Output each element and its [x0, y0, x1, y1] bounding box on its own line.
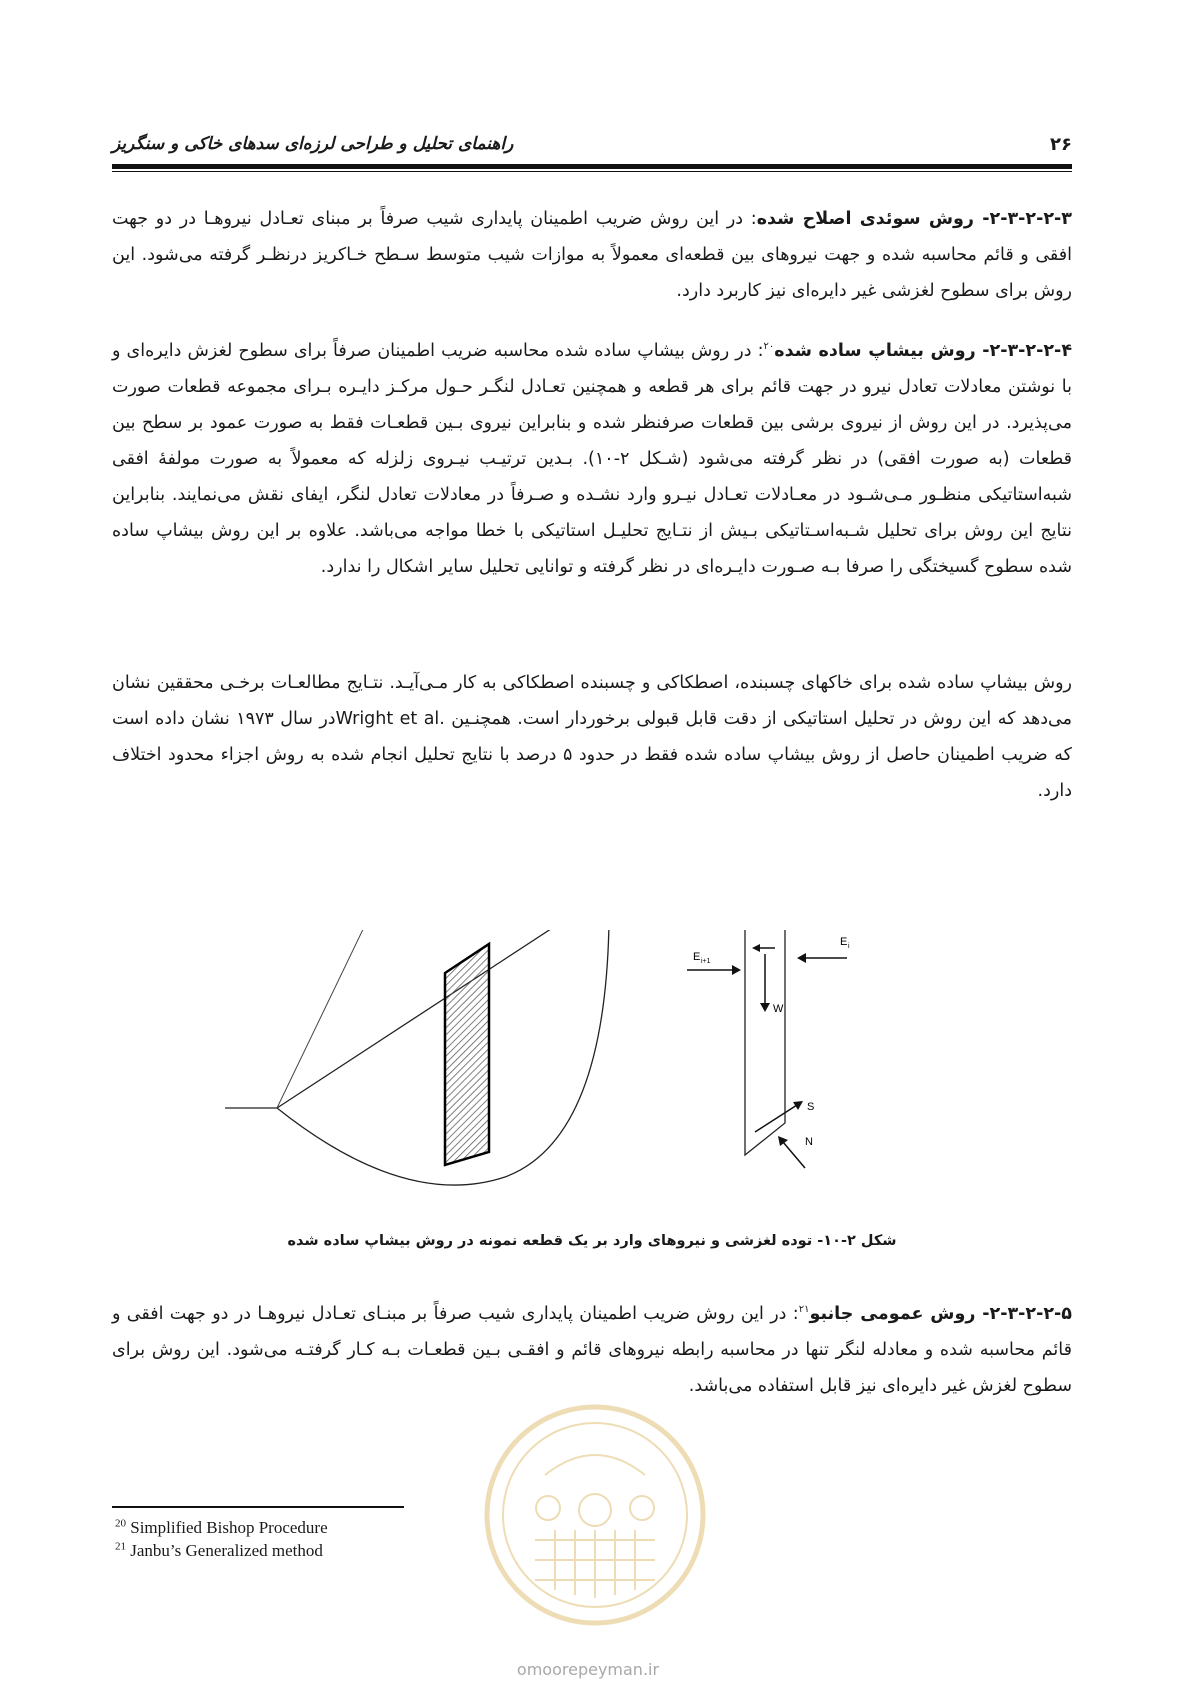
paragraph-simplified-bishop	[112, 333, 1072, 585]
force-w-head	[760, 1003, 770, 1012]
figure-sliding-mass	[225, 930, 995, 1215]
section-heading: ۲-۳-۲-۲-۵- روش عمومی جانبو	[809, 1304, 1072, 1324]
watermark-text: omoorepeyman.ir	[516, 1660, 660, 1679]
section-heading: ۲-۳-۲-۲-۴- روش بیشاپ ساده شده	[774, 341, 1073, 361]
paragraph-text: روش بیشاپ ساده شده برای خاکهای چسبنده، اصطکاکی و چسبنده اصطکاکی به کار مـی‌آیـد. نتـایج مطالعـات برخـی محققین نشان می‌دهد که این روش در تحلیل استاتیکی از دقت قابل قبولی برخوردار است. همچنـین	[112, 673, 1072, 729]
label-w: W	[773, 1003, 784, 1015]
footnote-ref: ۲۰	[763, 341, 775, 353]
section-heading: ۲-۳-۲-۲-۳- روش سوئدی اصلاح شده	[756, 209, 1072, 229]
running-title: راهنمای تحلیل و طراحی لرزه‌ای سدهای خاکی و سنگریز	[112, 134, 514, 154]
slip-circle-arc	[277, 930, 609, 1185]
page-header	[112, 124, 1072, 164]
footnote-20: $^{20}$ Simplified Bishop Procedure	[115, 1517, 328, 1537]
page-number: ۲۶	[1050, 134, 1072, 155]
footnotes	[115, 1516, 328, 1562]
force-e-i1-head	[732, 965, 741, 975]
label-e-i1: E	[693, 951, 701, 963]
paragraph-text: : در این روش ضریب اطمینان پایداری شیب صرفاً بر مبنای تعـادل نیروهـا در دو جهت افقی و قائم محاسبه شده و جهت نیروهای بین قطعه‌ای معمولاً به موازات شیب متوسط سـطح خـاکریز درنظـر گرفته می‌شود. این روش برای سطوح لغزشی غیر دایره‌ای نیز کاربرد دارد.	[112, 209, 1072, 301]
radius-left	[277, 930, 393, 1108]
footnote-rule	[112, 1506, 404, 1508]
label-e-i-sub: i	[848, 943, 850, 950]
footnote-ref: ۲۱	[798, 1304, 810, 1316]
paragraph-janbu	[112, 1296, 1072, 1404]
paragraph-text: : در روش بیشاپ ساده شده محاسبه ضریب اطمینان صرفاً برای سطوح لغزش دایره‌ای و با نوشتن معادلات تعادل نیرو در جهت قائم برای هر قطعه و همچنین تعـادل لنگـر حـول مرکـز دایـره بـرای مجموعه قطعات صورت می‌پذیرد. در این روش از نیروی برشی بین قطعات صرفنظر شده و بنابراین نیروی بـین قطعـات فقط به صورت عمود بر سطح بین قطعات (به صورت افقی) در نظر گرفته می‌شود (شـکل ۲-۱۰). بـدین ترتیـب نیـروی زلزله که معمولاً به صورت مولفهٔ افقی شبه‌استاتیکی منظـور مـی‌شـود در معـادلات تعـادل نیـرو وارد نشـده و صـرفاً در معادلات تعادل لنگر، ایفای نقش می‌نمایند. بنابراین نتایج این روش برای تحلیل شـبه‌اسـتاتیکی بـیش از نتـایج تحلیـل استاتیکی با خطا مواجه می‌باشد. علاوه بر این روش بیشاپ ساده شده سطوح گسیختگی را صرفا بـه صـورت دایـره‌ای در نظر گرفته و توانایی تحلیل سایر اشکال را ندارد.	[112, 341, 1072, 577]
label-e-i: E	[840, 936, 848, 948]
watermark-seal-icon	[480, 1400, 710, 1630]
paragraph-text: : در این روش ضریب اطمینان پایداری شیب صرفاً بر مبنـای تعـادل نیروهـا در دو جهت افقی و قائم محاسبه شده و معادله لنگر تنها در محاسبه رابطه نیروهای قائم و افقـی بـین قطعـات بـه کـار گرفتـه می‌شود. این روش برای سطوح لغزش غیر دایره‌ای نیز قابل استفاده می‌باشد.	[112, 1304, 1072, 1396]
label-n: N	[805, 1136, 813, 1148]
figure-caption: شکل ۲-۱۰- توده لغزشی و نیروهای وارد بر یک قطعه نمونه در روش بیشاپ ساده شده	[287, 1233, 897, 1249]
hatched-slice	[445, 944, 489, 1165]
force-n-line	[783, 1142, 805, 1168]
footnote-21: $^{21}$ Janbu’s Generalized method	[115, 1540, 323, 1560]
paragraph-modified-swedish	[112, 201, 1072, 309]
paragraph-bishop-accuracy	[112, 665, 1072, 809]
label-e-i1-sub: i+1	[701, 958, 711, 965]
paragraph-text-continued: در سال ۱۹۷۳ نشان داده است که ضریب اطمینان حاصل از روش بیشاپ ساده شده فقط در حدود ۵ درصد با نتایج تحلیل انجام شده به روش اجزاء محدود اختلاف دارد.	[112, 709, 1072, 801]
internal-force-head	[752, 944, 760, 952]
force-e-i-head	[797, 953, 806, 963]
force-s-head	[793, 1101, 803, 1110]
label-s: S	[807, 1101, 815, 1113]
figure-drawing	[225, 930, 995, 1215]
header-rule-thick	[112, 164, 1072, 169]
force-n-head	[778, 1136, 788, 1146]
force-s-line	[755, 1105, 797, 1132]
citation-latin: Wright et al.	[335, 709, 445, 729]
header-rule-thin	[112, 171, 1072, 172]
